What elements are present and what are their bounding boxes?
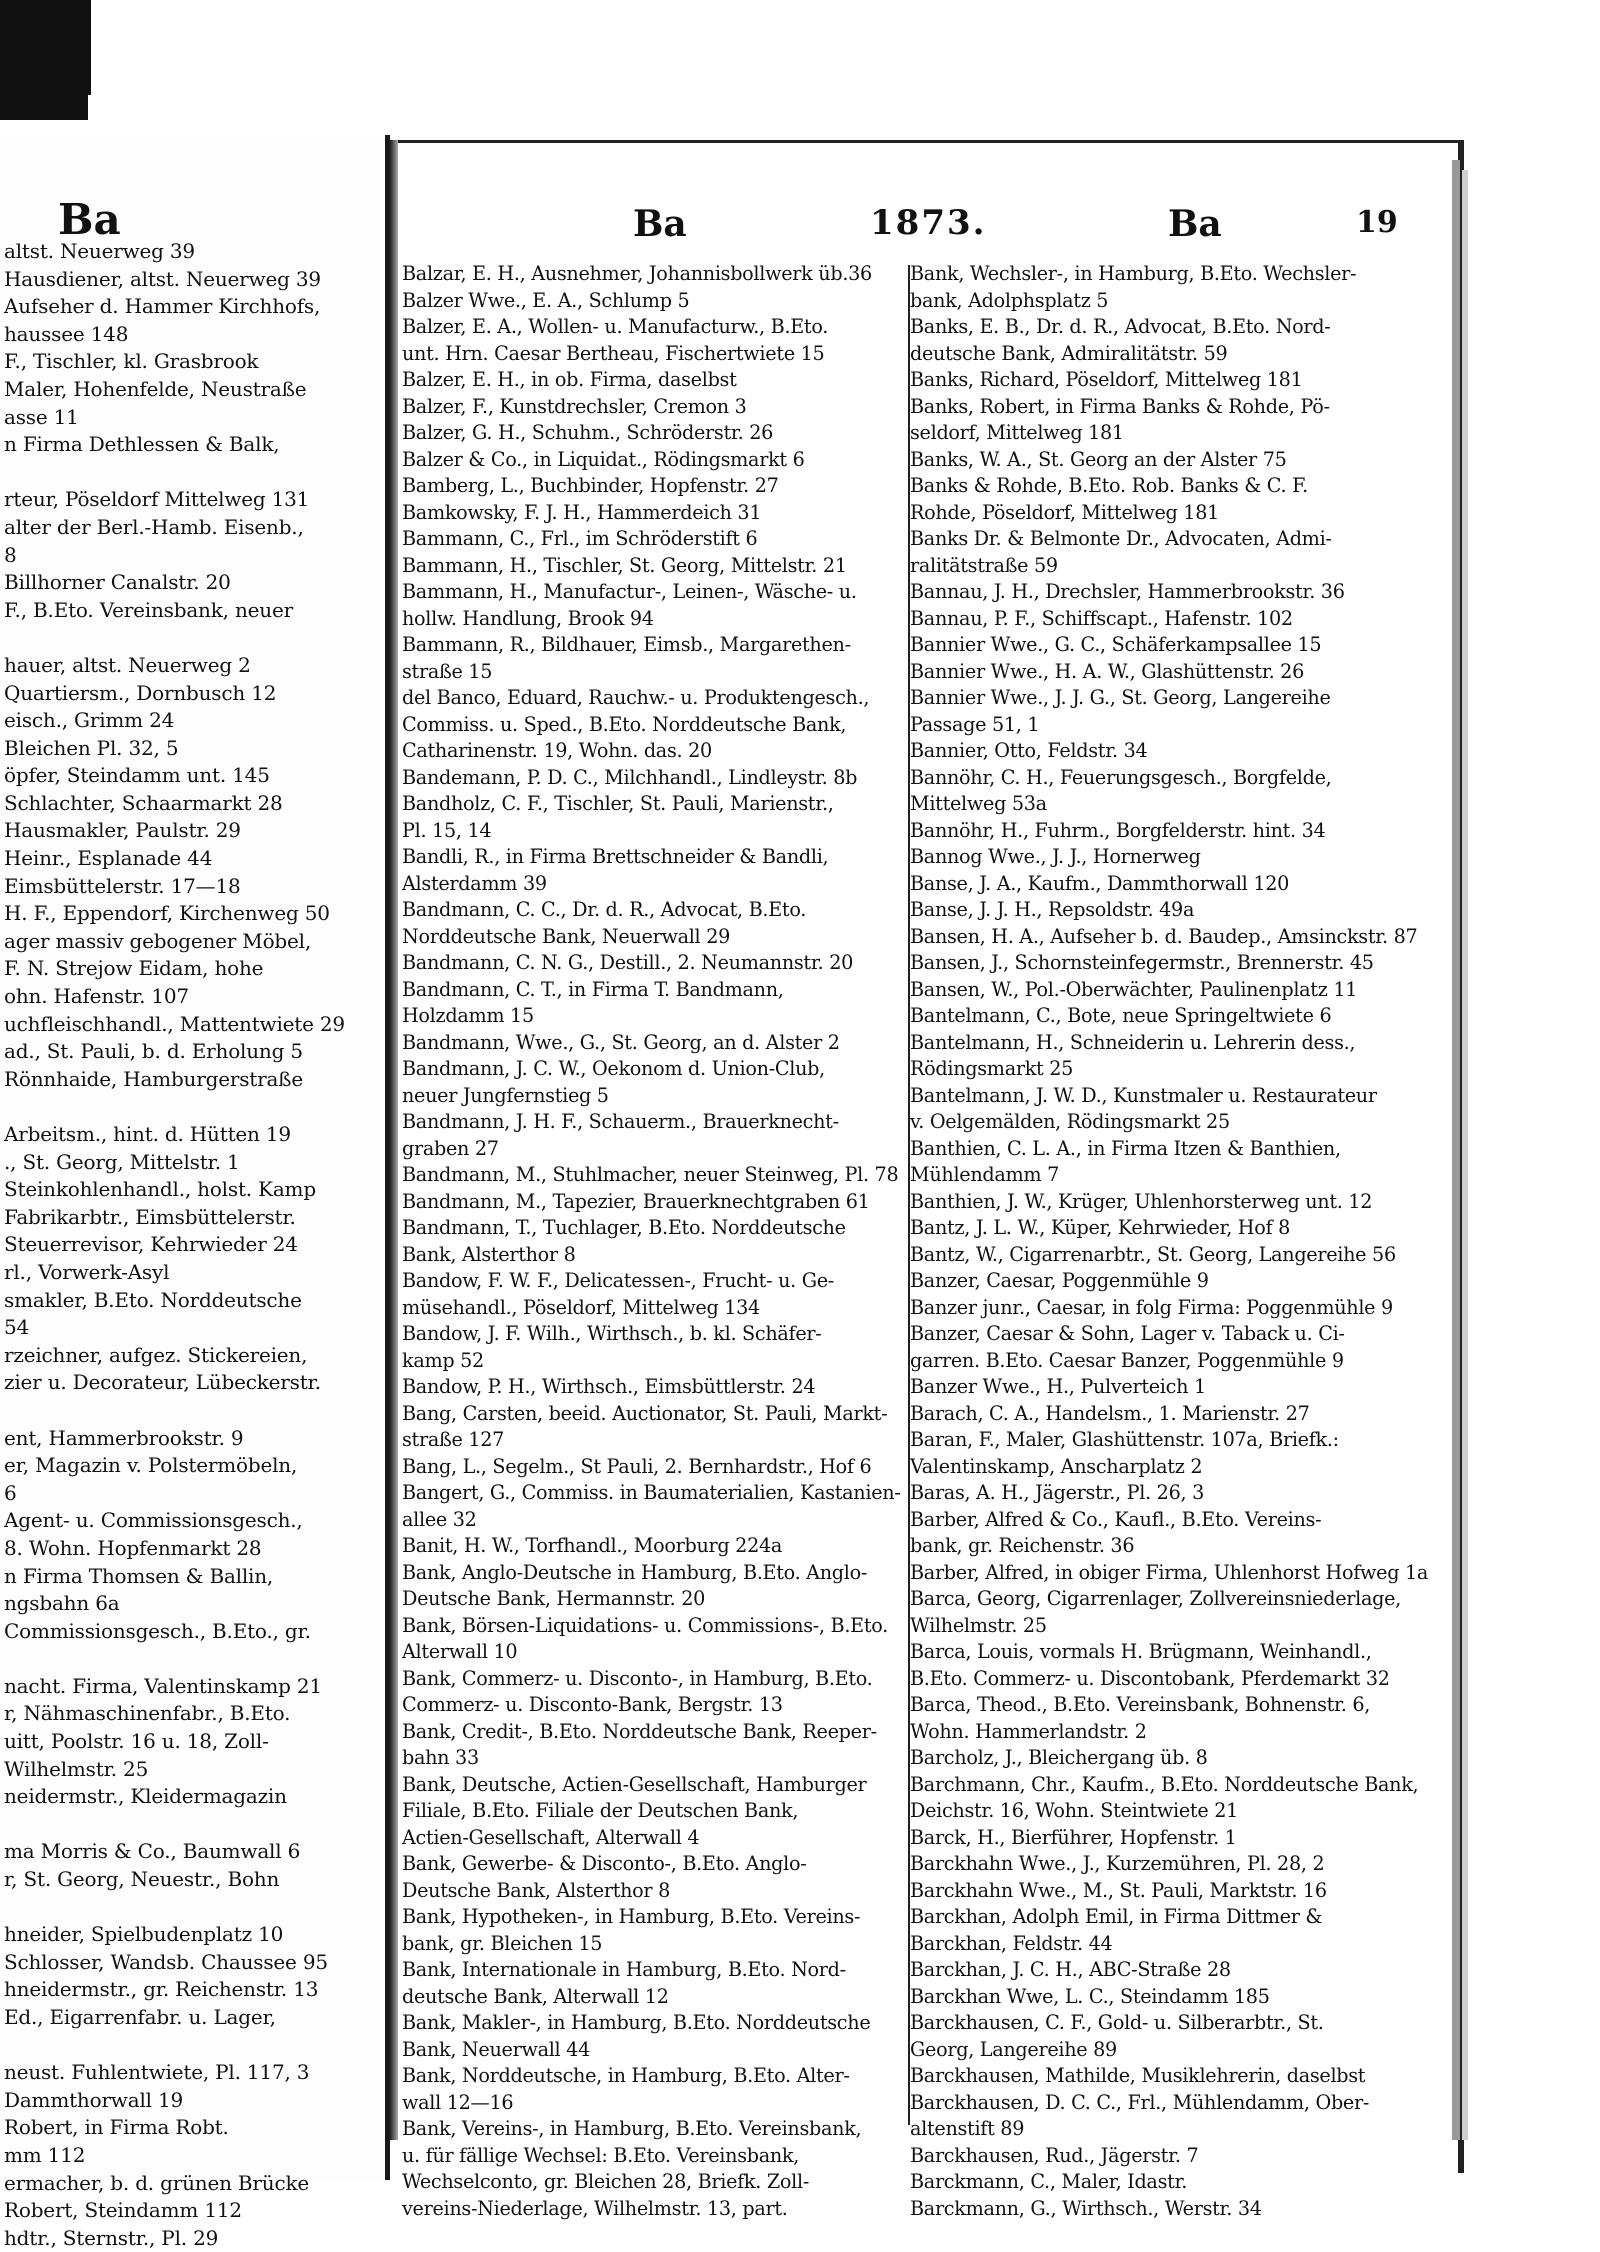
directory-entry-line: garren. B.Eto. Caesar Banzer, Poggenmühle 9 [910, 1348, 1344, 1372]
directory-entry-line: Banzer Wwe., H., Pulverteich 1 [910, 1375, 1206, 1398]
directory-entry-line: Bandmann, J. C. W., Oekonom d. Union-Club, [402, 1057, 825, 1080]
directory-entry-line: seldorf, Mittelweg 181 [910, 421, 1124, 444]
directory-entry-line: neust. Fuhlentwiete, Pl. 117, 3 [4, 2060, 310, 2085]
directory-entry-line: Bandow, J. F. Wilh., Wirthsch., b. kl. Schäfer- [402, 1322, 822, 1345]
directory-entry-line: Schlosser, Wandsb. Chaussee 95 [4, 1949, 328, 1974]
directory-entry-line: Barber, Alfred & Co., Kaufl., B.Eto. Vereins- [910, 1507, 1322, 1531]
directory-entry-line: del Banco, Eduard, Rauchw.- u. Produktengesch., [402, 686, 870, 709]
directory-entry-line: Wechselconto, gr. Bleichen 28, Briefk. Zoll- [402, 2170, 810, 2193]
left-page-header: Ba [58, 195, 121, 244]
directory-entry-line: Balzer Wwe., E. A., Schlump 5 [402, 288, 690, 312]
directory-entry-line: er, Magazin v. Polstermöbeln, [4, 1453, 298, 1478]
directory-entry-line: F., Tischler, kl. Grasbrook [4, 349, 259, 374]
directory-entry-line: Barckhausen, Mathilde, Musiklehrerin, daselbst [910, 2064, 1366, 2087]
directory-entry-line: hollw. Handlung, Brook 94 [402, 606, 654, 630]
directory-entry-line: Banks, W. A., St. Georg an der Alster 75 [910, 447, 1287, 471]
directory-entry-line: haussee 148 [4, 321, 129, 346]
directory-entry-line: Bammann, R., Bildhauer, Eimsb., Margarethen- [402, 633, 851, 656]
directory-entry-line: Mittelweg 53a [910, 792, 1047, 815]
directory-entry-line: Deutsche Bank, Hermannstr. 20 [402, 1587, 706, 1610]
directory-entry-line: Commissionsgesch., B.Eto., gr. [4, 1618, 311, 1643]
directory-entry-line: Bandmann, Wwe., G., St. Georg, an d. Alster 2 [402, 1030, 840, 1054]
directory-entry-line: Steinkohlenhandl., holst. Kamp [4, 1177, 316, 1202]
directory-column-2 [910, 261, 1440, 2222]
directory-entry-line: Bank, Norddeutsche, in Hamburg, B.Eto. Alter- [402, 2064, 850, 2087]
directory-entry-line: Catharinenstr. 19, Wohn. das. 20 [402, 739, 712, 762]
directory-entry-line: Barach, C. A., Handelsm., 1. Marienstr. 27 [910, 1401, 1310, 1425]
directory-entry-line: H. F., Eppendorf, Kirchenweg 50 [4, 901, 330, 926]
directory-entry-line: Barcholz, J., Bleichergang üb. 8 [910, 1746, 1208, 1769]
directory-entry-line [4, 1645, 384, 1673]
directory-entry-line: Bandow, P. H., Wirthsch., Eimsbüttlerstr. 24 [402, 1375, 816, 1398]
directory-entry-line: n Firma Dethlessen & Balk, [4, 432, 280, 457]
directory-entry-line: deutsche Bank, Alterwall 12 [402, 1984, 669, 2008]
directory-entry-line: Banzer, Caesar & Sohn, Lager v. Taback u. Ci- [910, 1322, 1345, 1345]
directory-entry-line: Banks Dr. & Belmonte Dr., Advocaten, Admi- [910, 527, 1332, 550]
directory-entry-line: F., B.Eto. Vereinsbank, neuer [4, 597, 293, 622]
directory-entry-line: müsehandl., Pöseldorf, Mittelweg 134 [402, 1295, 760, 1319]
directory-entry-line: Barckhan Wwe, L. C., Steindamm 185 [910, 1984, 1270, 2008]
directory-entry-line: Bantelmann, C., Bote, neue Springeltwiete 6 [910, 1004, 1332, 1027]
directory-entry-line: n Firma Thomsen & Ballin, [4, 1563, 274, 1588]
directory-entry-line: v. Oelgemälden, Rödingsmarkt 25 [910, 1110, 1230, 1133]
directory-entry-line: Baran, F., Maler, Glashüttenstr. 107a, Briefk.: [910, 1428, 1339, 1451]
directory-entry-line: Actien-Gesellschaft, Alterwall 4 [402, 1825, 700, 1849]
directory-entry-line [4, 624, 384, 652]
directory-entry-line: Wilhelmstr. 25 [910, 1613, 1047, 1637]
directory-entry-line: Barber, Alfred, in obiger Firma, Uhlenhorst Hofweg 1a [910, 1560, 1429, 1584]
directory-entry-line: Bank, Internationale in Hamburg, B.Eto. Nord- [402, 1958, 846, 1981]
directory-entry-line: Baras, A. H., Jägerstr., Pl. 26, 3 [910, 1481, 1205, 1504]
directory-entry-line: Deichstr. 16, Wohn. Steintwiete 21 [910, 1799, 1239, 1822]
directory-entry-line: Robert, in Firma Robt. [4, 2115, 229, 2140]
directory-entry-line: Filiale, B.Eto. Filiale der Deutschen Bank, [402, 1799, 799, 1822]
directory-entry-line: Barckmann, G., Wirthsch., Werstr. 34 [910, 2196, 1262, 2220]
directory-entry-line: Bamkowsky, F. J. H., Hammerdeich 31 [402, 500, 762, 524]
directory-entry-line: F. N. Strejow Eidam, hohe [4, 956, 264, 981]
directory-entry-line: mm 112 [4, 2142, 86, 2167]
directory-entry-line: bahn 33 [402, 1746, 479, 1769]
directory-entry-line: Bannau, J. H., Drechsler, Hammerbrookstr. 36 [910, 580, 1345, 603]
page-number: 19 [1356, 205, 1398, 240]
directory-entry-line: hdtr., Sternstr., Pl. 29 [4, 2225, 219, 2250]
directory-entry-line: Bannier Wwe., J. J. G., St. Georg, Langereihe [910, 686, 1331, 709]
directory-entry-line: rzeichner, aufgez. Stickereien, [4, 1342, 308, 1367]
right-page-year: 1873. [870, 203, 987, 243]
directory-entry-line: straße 127 [402, 1428, 505, 1451]
directory-entry-line: Banit, H. W., Torfhandl., Moorburg 224a [402, 1534, 783, 1557]
directory-entry-line: ralitätstraße 59 [910, 553, 1058, 577]
directory-entry-line: r, St. Georg, Neuestr., Bohn [4, 1867, 280, 1892]
directory-entry-line: Bank, Deutsche, Actien-Gesellschaft, Hamburger [402, 1772, 867, 1796]
directory-entry-line: unt. Hrn. Caesar Bertheau, Fischertwiete 15 [402, 341, 825, 365]
page-edge [1452, 160, 1460, 2140]
directory-entry-line: Barca, Georg, Cigarrenlager, Zollvereinsniederlage, [910, 1587, 1401, 1610]
binding-stripe [88, 0, 121, 95]
directory-entry-line: Bannöhr, H., Fuhrm., Borgfelderstr. hint. 34 [910, 818, 1326, 842]
directory-entry-line: ad., St. Pauli, b. d. Erholung 5 [4, 1039, 303, 1064]
directory-entry-line: 8. Wohn. Hopfenmarkt 28 [4, 1535, 262, 1560]
directory-entry-line: u. für fällige Wechsel: B.Eto. Vereinsbank, [402, 2143, 800, 2167]
directory-entry-line: Banks & Rohde, B.Eto. Rob. Banks & C. F. [910, 474, 1308, 497]
directory-entry-line: Rödingsmarkt 25 [910, 1057, 1074, 1080]
directory-entry-line: zier u. Decorateur, Lübeckerstr. [4, 1370, 321, 1395]
directory-entry-line: Bandemann, P. D. C., Milchhandl., Lindleystr. 8b [402, 765, 858, 789]
directory-entry-line: Bantelmann, H., Schneiderin u. Lehrerin dess., [910, 1030, 1356, 1054]
directory-entry-line: Deutsche Bank, Alsterthor 8 [402, 1878, 671, 1902]
directory-entry-line: straße 15 [402, 659, 493, 683]
directory-entry-line: Bannier, Otto, Feldstr. 34 [910, 739, 1148, 762]
right-page-header-right: Ba [1168, 203, 1222, 245]
directory-entry-line: Barckhausen, Rud., Jägerstr. 7 [910, 2143, 1199, 2167]
directory-entry-line: Balzer, E. H., in ob. Firma, daselbst [402, 368, 737, 391]
directory-entry-line [4, 1397, 384, 1425]
directory-entry-line: Aufseher d. Hammer Kirchhofs, [4, 294, 321, 319]
directory-entry-line: 6 [4, 1480, 17, 1505]
directory-entry-line: öpfer, Steindamm unt. 145 [4, 763, 270, 788]
directory-entry-line: Dammthorwall 19 [4, 2087, 184, 2112]
directory-entry-line: Holzdamm 15 [402, 1004, 534, 1027]
directory-entry-line: ohn. Hafenstr. 107 [4, 984, 189, 1009]
directory-entry-line: altenstift 89 [910, 2117, 1025, 2140]
directory-entry-line: Bang, L., Segelm., St Pauli, 2. Bernhardstr., Hof 6 [402, 1454, 872, 1478]
directory-entry-line [4, 1093, 384, 1121]
directory-entry-line: Bammann, H., Manufactur-, Leinen-, Wäsche- u. [402, 580, 857, 603]
directory-entry-line: Commerz- u. Disconto-Bank, Bergstr. 13 [402, 1693, 783, 1716]
directory-entry-line: ermacher, b. d. grünen Brücke [4, 2170, 310, 2195]
directory-entry-line: Alsterdamm 39 [402, 871, 547, 895]
directory-entry-line: Quartiersm., Dornbusch 12 [4, 680, 277, 705]
directory-entry-line: Bantelmann, J. W. D., Kunstmaler u. Restaurateur [910, 1083, 1377, 1107]
directory-entry-line: rteur, Pöseldorf Mittelweg 131 [4, 487, 310, 512]
directory-entry-line: Banzer, Caesar, Poggenmühle 9 [910, 1269, 1209, 1292]
directory-entry-line: Bank, Credit-, B.Eto. Norddeutsche Bank, Reeper- [402, 1719, 877, 1743]
directory-entry-line: Barckhahn Wwe., J., Kurzemühren, Pl. 28, 2 [910, 1852, 1325, 1875]
directory-entry-line: wall 12—16 [402, 2090, 514, 2114]
directory-entry-line: Bandow, F. W. F., Delicatessen-, Frucht- u. Ge- [402, 1269, 834, 1292]
directory-entry-line: Alterwall 10 [402, 1640, 518, 1663]
directory-entry-line: uchfleischhandl., Mattentwiete 29 [4, 1011, 345, 1036]
right-page-header-left: Ba [633, 203, 687, 245]
directory-entry-line: Bangert, G., Commiss. in Baumaterialien, Kastanien- [402, 1481, 901, 1504]
directory-entry-line: Rohde, Pöseldorf, Mittelweg 181 [910, 500, 1220, 524]
directory-entry-line: nacht. Firma, Valentinskamp 21 [4, 1673, 322, 1698]
directory-entry-line: vereins-Niederlage, Wilhelmstr. 13, part. [402, 2196, 788, 2220]
directory-entry-line: Agent- u. Commissionsgesch., [4, 1508, 303, 1533]
directory-entry-line: graben 27 [402, 1136, 499, 1160]
directory-entry-line: Bank, Börsen-Liquidations- u. Commissions-, B.Eto. [402, 1613, 888, 1637]
directory-entry-line: Bansen, H. A., Aufseher b. d. Baudep., Amsinckstr. 87 [910, 924, 1418, 948]
directory-entry-line: deutsche Bank, Admiralitätstr. 59 [910, 341, 1228, 365]
directory-entry-line: allee 32 [402, 1507, 477, 1531]
directory-entry-line: Banthien, J. W., Krüger, Uhlenhorsterweg unt. 12 [910, 1189, 1373, 1213]
directory-entry-line: ent, Hammerbrookstr. 9 [4, 1425, 244, 1450]
directory-entry-line: kamp 52 [402, 1348, 484, 1372]
directory-entry-line: Bantz, J. L. W., Küper, Kehrwieder, Hof 8 [910, 1216, 1290, 1239]
directory-entry-line: ager massiv gebogener Möbel, [4, 928, 312, 953]
directory-entry-line: Passage 51, 1 [910, 712, 1040, 736]
directory-entry-line: Barckhahn Wwe., M., St. Pauli, Marktstr. 16 [910, 1878, 1327, 1902]
directory-entry-line: Banthien, C. L. A., in Firma Itzen & Banthien, [910, 1136, 1341, 1160]
directory-entry-line: Bank, Vereins-, in Hamburg, B.Eto. Vereinsbank, [402, 2117, 862, 2140]
directory-entry-line: bank, gr. Bleichen 15 [402, 1931, 603, 1955]
directory-entry-line: Rönnhaide, Hamburgerstraße [4, 1066, 303, 1091]
directory-entry-line: Bannog Wwe., J. J., Hornerweg [910, 845, 1201, 868]
directory-entry-line: 8 [4, 542, 17, 567]
directory-entry-line: Steuerrevisor, Kehrwieder 24 [4, 1232, 298, 1257]
directory-entry-line: Barca, Theod., B.Eto. Vereinsbank, Bohnenstr. 6, [910, 1693, 1371, 1716]
directory-entry-line: Bank, Anglo-Deutsche in Hamburg, B.Eto. Anglo- [402, 1560, 868, 1584]
directory-column-1 [402, 261, 907, 2222]
directory-entry-line: Maler, Hohenfelde, Neustraße [4, 376, 307, 401]
directory-entry-line: Hausdiener, altst. Neuerweg 39 [4, 266, 321, 291]
directory-entry-line: Bandmann, M., Tapezier, Brauerknechtgraben 61 [402, 1189, 870, 1213]
directory-entry-line [4, 1894, 384, 1922]
directory-entry-line: B.Eto. Commerz- u. Discontobank, Pferdemarkt 32 [910, 1666, 1390, 1690]
directory-entry-line [4, 459, 384, 487]
directory-entry-line: Bandmann, M., Stuhlmacher, neuer Steinweg, Pl. 78 [402, 1163, 899, 1186]
directory-entry-line: Bamberg, L., Buchbinder, Hopfenstr. 27 [402, 474, 779, 497]
directory-entry-line: ngsbahn 6a [4, 1591, 120, 1616]
directory-entry-line: Banks, E. B., Dr. d. R., Advocat, B.Eto. Nord- [910, 315, 1331, 338]
directory-entry-line: Bank, Commerz- u. Disconto-, in Hamburg, B.Eto. [402, 1666, 873, 1690]
directory-entry-line: altst. Neuerweg 39 [4, 239, 195, 263]
directory-entry-line: Ed., Eigarrenfabr. u. Lager, [4, 2005, 276, 2029]
directory-entry-line: Banks, Richard, Pöseldorf, Mittelweg 181 [910, 368, 1303, 391]
directory-entry-line: Balzer & Co., in Liquidat., Rödingsmarkt 6 [402, 447, 805, 471]
directory-entry-line: Bank, Hypotheken-, in Hamburg, B.Eto. Vereins- [402, 1905, 861, 1928]
directory-entry-line: Fabrikarbtr., Eimsbüttelerstr. [4, 1204, 296, 1229]
directory-entry-line: Pl. 15, 14 [402, 818, 492, 842]
page-edge-inner [1462, 170, 1468, 2140]
directory-entry-line: hneidermstr., gr. Reichenstr. 13 [4, 1977, 319, 2002]
directory-entry-line: Barckhan, J. C. H., ABC-Straße 28 [910, 1958, 1231, 1981]
directory-entry-line: smakler, B.Eto. Norddeutsche [4, 1287, 302, 1312]
directory-entry-line: Balzar, E. H., Ausnehmer, Johannisbollwerk üb.36 [402, 262, 872, 285]
directory-entry-line: Barckhan, Feldstr. 44 [910, 1931, 1113, 1955]
directory-entry-line: Robert, Steindamm 112 [4, 2198, 242, 2223]
directory-entry-line: Georg, Langereihe 89 [910, 2037, 1117, 2061]
directory-entry-line: Bansen, W., Pol.-Oberwächter, Paulinenplatz 11 [910, 977, 1358, 1001]
directory-entry-line: Bandmann, C. N. G., Destill., 2. Neumannstr. 20 [402, 951, 854, 974]
directory-entry-line: Bank, Gewerbe- & Disconto-, B.Eto. Anglo- [402, 1852, 807, 1875]
directory-entry-line: hneider, Spielbudenplatz 10 [4, 1922, 284, 1947]
left-page-entries [4, 238, 384, 2252]
directory-entry-line: Banse, J. A., Kaufm., Dammthorwall 120 [910, 871, 1290, 895]
directory-entry-line: Barchmann, Chr., Kaufm., B.Eto. Norddeutsche Bank, [910, 1772, 1419, 1796]
directory-entry-line: Arbeitsm., hint. d. Hütten 19 [4, 1122, 291, 1146]
directory-entry-line: Bannier Wwe., G. C., Schäferkampsallee 15 [910, 633, 1322, 656]
directory-entry-line: Heinr., Esplanade 44 [4, 846, 213, 871]
directory-entry-line: neidermstr., Kleidermagazin [4, 1784, 287, 1809]
directory-entry-line: uitt, Poolstr. 16 u. 18, Zoll- [4, 1729, 269, 1754]
directory-entry-line: Billhorner Canalstr. 20 [4, 570, 231, 595]
directory-entry-line: Balzer, E. A., Wollen- u. Manufacturw., B.Eto. [402, 315, 829, 338]
directory-entry-line: Bandmann, C. C., Dr. d. R., Advocat, B.Eto. [402, 898, 807, 921]
directory-entry-line: Bannier Wwe., H. A. W., Glashüttenstr. 26 [910, 659, 1304, 683]
directory-entry-line: hauer, altst. Neuerweg 2 [4, 652, 251, 677]
right-page [398, 140, 1464, 2220]
directory-entry-line: Barckhausen, C. F., Gold- u. Silberarbtr., St. [910, 2011, 1324, 2034]
directory-entry-line: Bandmann, T., Tuchlager, B.Eto. Norddeutsche [402, 1216, 846, 1239]
directory-entry-line: Bank, Alsterthor 8 [402, 1242, 576, 1266]
directory-entry-line: bank, Adolphsplatz 5 [910, 288, 1109, 312]
directory-entry-line: Balzer, G. H., Schuhm., Schröderstr. 26 [402, 421, 774, 444]
directory-entry-line: Bannöhr, C. H., Feuerungsgesch., Borgfelde, [910, 765, 1332, 789]
directory-entry-line: Bandli, R., in Firma Brettschneider & Bandli, [402, 845, 829, 868]
directory-entry-line: Barckhan, Adolph Emil, in Firma Dittmer & [910, 1905, 1323, 1928]
directory-entry-line: Barckmann, C., Maler, Idastr. [910, 2170, 1188, 2193]
directory-entry-line: rl., Vorwerk-Asyl [4, 1259, 170, 1284]
directory-entry-line: ., St. Georg, Mittelstr. 1 [4, 1149, 240, 1174]
directory-entry-line: eisch., Grimm 24 [4, 708, 175, 733]
directory-entry-line: Barckhausen, D. C. C., Frl., Mühlendamm, Ober- [910, 2090, 1370, 2114]
directory-entry-line: Schlachter, Schaarmarkt 28 [4, 790, 283, 815]
directory-entry-line: Bank, Wechsler-, in Hamburg, B.Eto. Wechsler- [910, 262, 1357, 285]
directory-entry-line: asse 11 [4, 404, 79, 429]
directory-entry-line: Norddeutsche Bank, Neuerwall 29 [402, 924, 731, 948]
directory-entry-line: Bleichen Pl. 32, 5 [4, 735, 179, 760]
directory-entry-line: Bantz, W., Cigarrenarbtr., St. Georg, Langereihe 56 [910, 1242, 1396, 1266]
directory-entry-line: alter der Berl.-Hamb. Eisenb., [4, 514, 304, 539]
directory-entry-line: Eimsbüttelerstr. 17—18 [4, 873, 241, 898]
directory-entry-line: Bammann, C., Frl., im Schröderstift 6 [402, 527, 758, 550]
directory-entry-line: Valentinskamp, Anscharplatz 2 [910, 1454, 1203, 1478]
directory-entry-line: Balzer, F., Kunstdrechsler, Cremon 3 [402, 394, 747, 418]
directory-entry-line: Bank, Makler-, in Hamburg, B.Eto. Norddeutsche [402, 2011, 871, 2034]
directory-entry-line: Bang, Carsten, beeid. Auctionator, St. Pauli, Markt- [402, 1401, 888, 1425]
directory-entry-line: Hausmakler, Paulstr. 29 [4, 818, 241, 843]
directory-entry-line: Bank, Neuerwall 44 [402, 2037, 591, 2061]
directory-entry-line: Barck, H., Bierführer, Hopfenstr. 1 [910, 1825, 1237, 1849]
directory-entry-line: Bandmann, C. T., in Firma T. Bandmann, [402, 977, 784, 1001]
directory-entry-line: Mühlendamm 7 [910, 1163, 1060, 1186]
directory-entry-line: Barca, Louis, vormals H. Brügmann, Weinhandl., [910, 1640, 1372, 1663]
directory-entry-line: bank, gr. Reichenstr. 36 [910, 1534, 1135, 1557]
directory-entry-line: Bandholz, C. F., Tischler, St. Pauli, Marienstr., [402, 792, 834, 815]
directory-entry-line: Bansen, J., Schornsteinfegermstr., Brennerstr. 45 [910, 951, 1374, 974]
directory-entry-line: Bannau, P. F., Schiffscapt., Hafenstr. 102 [910, 606, 1293, 630]
directory-entry-line: Banks, Robert, in Firma Banks & Rohde, Pö- [910, 394, 1330, 418]
directory-entry-line [4, 1811, 384, 1839]
directory-entry-line: ma Morris & Co., Baumwall 6 [4, 1839, 301, 1864]
left-page [0, 135, 390, 2250]
directory-entry-line: r, Nähmaschinenfabr., B.Eto. [4, 1701, 291, 1726]
directory-entry-line: Bammann, H., Tischler, St. Georg, Mittelstr. 21 [402, 553, 847, 577]
directory-entry-line: Banzer junr., Caesar, in folg Firma: Poggenmühle 9 [910, 1295, 1393, 1319]
directory-entry-line: Commiss. u. Sped., B.Eto. Norddeutsche Bank, [402, 712, 847, 736]
directory-entry-line: 54 [4, 1315, 30, 1340]
directory-entry-line [4, 2032, 384, 2060]
directory-entry-line: Wohn. Hammerlandstr. 2 [910, 1719, 1147, 1743]
directory-entry-line: Bandmann, J. H. F., Schauerm., Brauerknecht- [402, 1110, 839, 1133]
directory-entry-line: Banse, J. J. H., Repsoldstr. 49a [910, 898, 1195, 921]
directory-entry-line: Wilhelmstr. 25 [4, 1756, 149, 1781]
directory-entry-line: neuer Jungfernstieg 5 [402, 1083, 609, 1107]
book-binding [0, 0, 88, 120]
